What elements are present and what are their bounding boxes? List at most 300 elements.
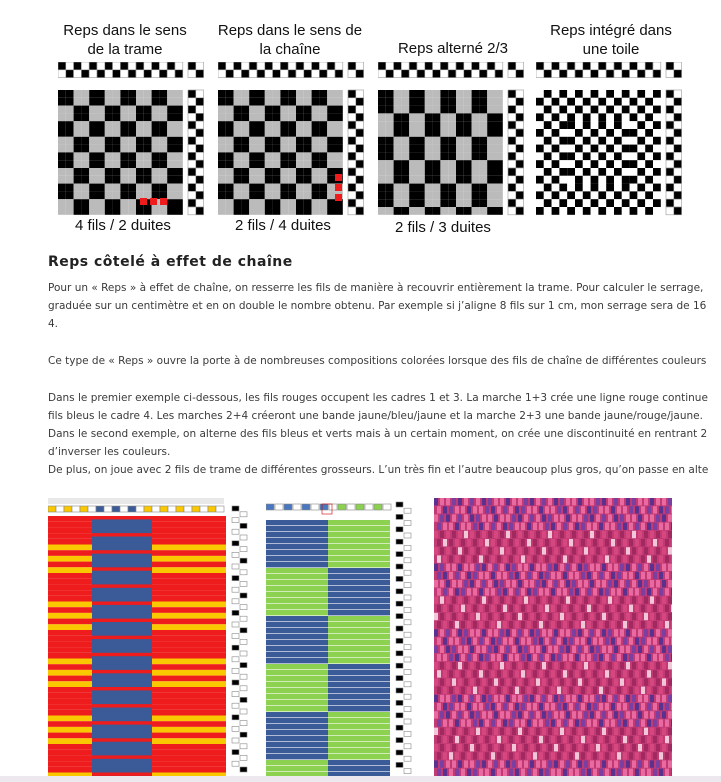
fabric-stitch (455, 654, 459, 661)
fabric-stitch (623, 605, 627, 612)
fabric-stitch (443, 752, 447, 759)
weave-cell (425, 90, 433, 98)
fabric-stitch (608, 596, 612, 603)
fabric-stitch (554, 547, 558, 554)
fabric-stitch (581, 654, 585, 661)
fabric-stitch (452, 613, 456, 620)
fabric-stitch (569, 588, 573, 595)
fabric-stitch (452, 564, 456, 571)
fabric-stitch (650, 547, 654, 554)
fabric-stitch (506, 744, 510, 751)
weave-cell (448, 106, 456, 114)
threading-cell (280, 70, 288, 78)
fabric-stitch (488, 744, 492, 751)
fabric-stitch (443, 588, 447, 595)
fabric-stitch (575, 588, 579, 595)
weave-cell (167, 176, 175, 184)
fabric-stitch (563, 687, 567, 694)
fabric-stitch (530, 678, 534, 685)
weft-row (266, 598, 328, 603)
weft-row (328, 718, 390, 723)
fabric-stitch (572, 662, 576, 669)
weave-cell (394, 113, 402, 121)
text-line: graduée sur un centimètre et en on double le nombre obtenu. Par exemple si j’aligne 8 fils sur 1 cm, mon serrage sera de 16 (48, 300, 707, 312)
fabric-stitch (497, 621, 501, 628)
fabric-stitch (635, 736, 639, 743)
fabric-stitch (584, 678, 588, 685)
treadling-cell (516, 98, 524, 106)
weave-cell (606, 168, 614, 176)
threading-cell (448, 70, 456, 78)
fabric-stitch (509, 637, 513, 644)
threading-cell (456, 70, 464, 78)
weave-cell (136, 90, 144, 98)
weave-cell (606, 106, 614, 114)
threading-cell (383, 504, 391, 510)
weave-cell (544, 199, 552, 207)
fabric-stitch (638, 498, 642, 505)
treadling-cell (404, 769, 411, 774)
fabric-stitch (437, 670, 441, 677)
weave-cell (536, 184, 544, 192)
weave-cell (218, 199, 226, 207)
weave-cell (81, 129, 89, 137)
fabric-stitch (671, 736, 672, 743)
fabric-stitch (644, 580, 648, 587)
weave-cell (234, 129, 242, 137)
fabric-stitch (485, 523, 489, 530)
threading-cell (249, 70, 257, 78)
weave-cell (448, 184, 456, 192)
weave-cell (327, 184, 335, 192)
weave-cell (440, 168, 448, 176)
fabric-stitch (650, 711, 654, 718)
fabric-stitch (521, 523, 525, 530)
paragraph-examples (48, 389, 708, 479)
weave-cell (401, 160, 409, 168)
fabric-stitch (491, 769, 495, 776)
weave-cell (653, 113, 661, 121)
weave-cell (234, 106, 242, 114)
fabric-stitch (563, 588, 567, 595)
fabric-stitch (650, 613, 654, 620)
weave-cell (249, 176, 257, 184)
weave-cell (136, 168, 144, 176)
fabric-stitch (485, 752, 489, 759)
weave-cell (575, 168, 583, 176)
threading-cell (365, 504, 373, 510)
weave-cell (288, 199, 296, 207)
fabric-stitch (560, 564, 564, 571)
weave-cell (249, 160, 257, 168)
weave-cell (637, 90, 645, 98)
weave-cell (280, 168, 288, 176)
weave-cell (58, 113, 66, 121)
weave-cell (464, 106, 472, 114)
weave-cell (559, 199, 567, 207)
tieup-cell (516, 62, 524, 70)
weave-cell (234, 152, 242, 160)
fabric-stitch (539, 605, 543, 612)
weave-cell (575, 137, 583, 145)
weave-cell (479, 160, 487, 168)
weave-cell (575, 184, 583, 192)
weave-cell (128, 168, 136, 176)
weft-row (328, 550, 390, 555)
fabric-stitch (548, 728, 552, 735)
weave-cell (645, 121, 653, 129)
fabric-stitch (602, 678, 606, 685)
weft-row (266, 640, 328, 645)
fabric-stitch (620, 728, 624, 735)
text-line: Ce type de « Reps » ouvre la porte à de nombreuses compositions colorées lorsque des fils de chaîne de différentes couleurs (48, 355, 707, 367)
fabric-stitch (665, 555, 669, 562)
fabric-stitch (629, 769, 633, 776)
weave-cell (74, 145, 82, 153)
fabric-stitch (641, 769, 645, 776)
treadling-cell (516, 113, 524, 121)
fabric-stitch (653, 703, 657, 710)
fabric-stitch (560, 596, 564, 603)
fabric-stitch (500, 646, 504, 653)
fabric-stitch (524, 662, 528, 669)
fabric-stitch (485, 637, 489, 644)
fabric-stitch (503, 687, 507, 694)
weave-cell (622, 137, 630, 145)
fabric-stitch (611, 605, 615, 612)
fabric-stitch (632, 646, 636, 653)
fabric-stitch (668, 695, 672, 702)
fabric-stitch (491, 506, 495, 513)
weave-cell (567, 98, 575, 106)
weave-cell (234, 137, 242, 145)
treadling-cell (188, 137, 196, 145)
weave-cell (113, 145, 121, 153)
weave-cell (614, 113, 622, 121)
fabric-stitch (479, 572, 483, 579)
threading-cell (559, 70, 567, 78)
fabric-stitch (551, 719, 555, 726)
fabric-stitch (440, 695, 444, 702)
fabric-stitch (542, 711, 546, 718)
weave-cell (265, 152, 273, 160)
fabric-stitch (635, 605, 639, 612)
weave-cell (296, 113, 304, 121)
fabric-stitch (665, 621, 669, 628)
fabric-stitch (497, 506, 501, 513)
fabric-stitch (611, 523, 615, 530)
treadling-cell (240, 558, 247, 563)
fabric-stitch (569, 506, 573, 513)
weave-cell (120, 106, 128, 114)
weave-cell (440, 106, 448, 114)
weft-row (266, 568, 328, 573)
fabric-stitch (497, 736, 501, 743)
treadling-cell (396, 713, 403, 718)
weave-cell (448, 160, 456, 168)
weave-cell (89, 145, 97, 153)
weave-cell (614, 137, 622, 145)
fabric-stitch (503, 752, 507, 759)
threading-cell (479, 70, 487, 78)
fabric-stitch (623, 637, 627, 644)
weave-cell (241, 106, 249, 114)
fabric-stitch (611, 703, 615, 710)
fabric-stitch (470, 695, 474, 702)
weave-cell (167, 191, 175, 199)
fabric-stitch (521, 555, 525, 562)
fabric-stitch (440, 514, 444, 521)
weave-cell (409, 98, 417, 106)
treadling-cell (396, 564, 403, 569)
weave-cell (136, 137, 144, 145)
weave-cell (495, 98, 503, 106)
weave-cell (417, 129, 425, 137)
fabric-stitch (458, 596, 462, 603)
fabric-stitch (434, 629, 438, 636)
weave-cell (136, 152, 144, 160)
weave-cell (645, 199, 653, 207)
fabric-stitch (545, 572, 549, 579)
treadling-cell (196, 121, 204, 129)
weave-cell (304, 207, 312, 215)
fabric-stitch (521, 588, 525, 595)
treadling-cell (508, 145, 516, 153)
fabric-stitch (647, 539, 651, 546)
fabric-stitch (572, 564, 576, 571)
fabric-stitch (560, 728, 564, 735)
fabric-stitch (611, 769, 615, 776)
fabric-stitch (557, 588, 561, 595)
weave-cell (440, 207, 448, 215)
threading-cell (536, 70, 544, 78)
fabric-stitch (629, 752, 633, 759)
fabric-stitch (437, 703, 441, 710)
fabric-stitch (611, 539, 615, 546)
fabric-stitch (647, 637, 651, 644)
threading-cell (327, 62, 335, 70)
fabric-stitch (545, 637, 549, 644)
weave-cell (105, 207, 113, 215)
fabric-stitch (641, 687, 645, 694)
weave-cell (66, 98, 74, 106)
fabric-stitch (539, 539, 543, 546)
threading-cell (216, 506, 224, 512)
treadling-cell (356, 129, 364, 137)
weave-cell (66, 145, 74, 153)
fabric-stitch (491, 572, 495, 579)
weave-cell (464, 98, 472, 106)
weave-cell (630, 191, 638, 199)
fabric-stitch (575, 654, 579, 661)
footer-strip (0, 776, 721, 782)
threading-cell (472, 62, 480, 70)
weft-row (328, 520, 390, 525)
weave-cell (598, 160, 606, 168)
weave-cell (66, 160, 74, 168)
fabric-stitch (638, 564, 642, 571)
fabric-stitch (602, 498, 606, 505)
weave-cell (319, 207, 327, 215)
fabric-stitch (536, 728, 540, 735)
threading-cell (284, 504, 292, 510)
weave-cell (409, 168, 417, 176)
fabric-stitch (587, 572, 591, 579)
weave-cell (226, 129, 234, 137)
fabric-stitch (596, 711, 600, 718)
fabric-stitch (488, 596, 492, 603)
weave-cell (128, 199, 136, 207)
treadling-cell (232, 750, 239, 755)
treadling-cell (240, 570, 247, 575)
fabric-stitch (476, 514, 480, 521)
threading-cell (56, 506, 64, 512)
weave-cell (113, 137, 121, 145)
fabric-stitch (614, 564, 618, 571)
fabric-stitch (503, 523, 507, 530)
fabric-stitch (509, 506, 513, 513)
fabric-stitch (548, 662, 552, 669)
fabric-stitch (593, 506, 597, 513)
weave-cell (495, 160, 503, 168)
fabric-stitch (470, 711, 474, 718)
weave-cell (296, 137, 304, 145)
fabric-stitch (650, 580, 654, 587)
fabric-stitch (536, 564, 540, 571)
threading-cell (559, 62, 567, 70)
weave-cell (637, 168, 645, 176)
weave-cell (144, 152, 152, 160)
fabric-stitch (632, 662, 636, 669)
fabric-stitch (617, 687, 621, 694)
fabric-stitch (665, 752, 669, 759)
treadling-cell (666, 199, 674, 207)
text-line: Dans le premier exemple ci-dessous, les fils rouges occupent les cadres 1 et 3. La marche 1+3 crée une ligne rouge continue (48, 392, 708, 404)
fabric-stitch (599, 687, 603, 694)
fabric-stitch (638, 695, 642, 702)
weave-cell (89, 113, 97, 121)
fabric-stitch (473, 539, 477, 546)
tieup-cell (674, 62, 682, 70)
weave-cell (433, 137, 441, 145)
fabric-stitch (449, 637, 453, 644)
fabric-stitch (527, 572, 531, 579)
fabric-stitch (662, 662, 666, 669)
fabric-stitch (497, 588, 501, 595)
fabric-stitch (443, 703, 447, 710)
threading-cell (433, 62, 441, 70)
treadling-cell (666, 121, 674, 129)
fabric-stitch (617, 654, 621, 661)
fabric-stitch (458, 728, 462, 735)
weave-cell (218, 152, 226, 160)
fabric-stitch (557, 670, 561, 677)
diagram-4-title: Reps intégré dans une toile (550, 22, 672, 58)
fabric-stitch (566, 678, 570, 685)
fabric-stitch (446, 695, 450, 702)
fabric-stitch (467, 654, 471, 661)
weave-cell (335, 160, 343, 168)
fabric-stitch (509, 523, 513, 530)
fabric-stitch (578, 564, 582, 571)
weave-cell (66, 129, 74, 137)
fabric-stitch (668, 728, 672, 735)
fabric-stitch (605, 605, 609, 612)
weave-cell (448, 98, 456, 106)
treadling-cell (508, 137, 516, 145)
fabric-stitch (611, 555, 615, 562)
fabric-stitch (611, 621, 615, 628)
weave-cell (265, 113, 273, 121)
weave-cell (479, 90, 487, 98)
fabric-stitch (614, 613, 618, 620)
weave-cell (401, 121, 409, 129)
weave-cell (487, 145, 495, 153)
fabric-stitch (662, 564, 666, 571)
fabric-stitch (578, 613, 582, 620)
threading-cell (319, 70, 327, 78)
weave-cell (265, 145, 273, 153)
fabric-stitch (629, 687, 633, 694)
fabric-stitch (620, 531, 624, 538)
weave-cell (144, 113, 152, 121)
weave-cell (257, 106, 265, 114)
treadling-cell (508, 160, 516, 168)
treadling-cell (240, 697, 247, 702)
threading-cell (257, 70, 265, 78)
fabric-stitch (482, 564, 486, 571)
weave-cell (288, 168, 296, 176)
weave-cell (440, 121, 448, 129)
fabric-stitch (452, 629, 456, 636)
weave-cell (479, 106, 487, 114)
weave-cell (265, 207, 273, 215)
weave-cell (249, 145, 257, 153)
fabric-stitch (653, 555, 657, 562)
fabric-stitch (467, 637, 471, 644)
fabric-stitch (647, 670, 651, 677)
fabric-stitch (590, 580, 594, 587)
weave-cell (622, 113, 630, 121)
treadling-cell (396, 725, 403, 730)
treadling-cell (404, 694, 411, 699)
fabric-stitch (668, 547, 672, 554)
fabric-stitch (584, 613, 588, 620)
fabric-stitch (539, 670, 543, 677)
fabric-stitch (578, 498, 582, 505)
fabric-stitch (503, 703, 507, 710)
weave-cell (591, 168, 599, 176)
fabric-stitch (548, 531, 552, 538)
treadling-cell (188, 90, 196, 98)
fabric-stitch (602, 613, 606, 620)
weave-cell (265, 98, 273, 106)
fabric-stitch (653, 752, 657, 759)
fabric-stitch (560, 580, 564, 587)
threading-cell (409, 70, 417, 78)
weave-cell (645, 129, 653, 137)
fabric-stitch (527, 637, 531, 644)
weave-cell (472, 137, 480, 145)
fabric-stitch (620, 695, 624, 702)
weave-cell (120, 160, 128, 168)
fabric-stitch (584, 744, 588, 751)
weave-cell (456, 145, 464, 153)
threading-cell (128, 62, 136, 70)
weave-cell (645, 98, 653, 106)
fabric-stitch (524, 531, 528, 538)
fabric-stitch (464, 678, 468, 685)
